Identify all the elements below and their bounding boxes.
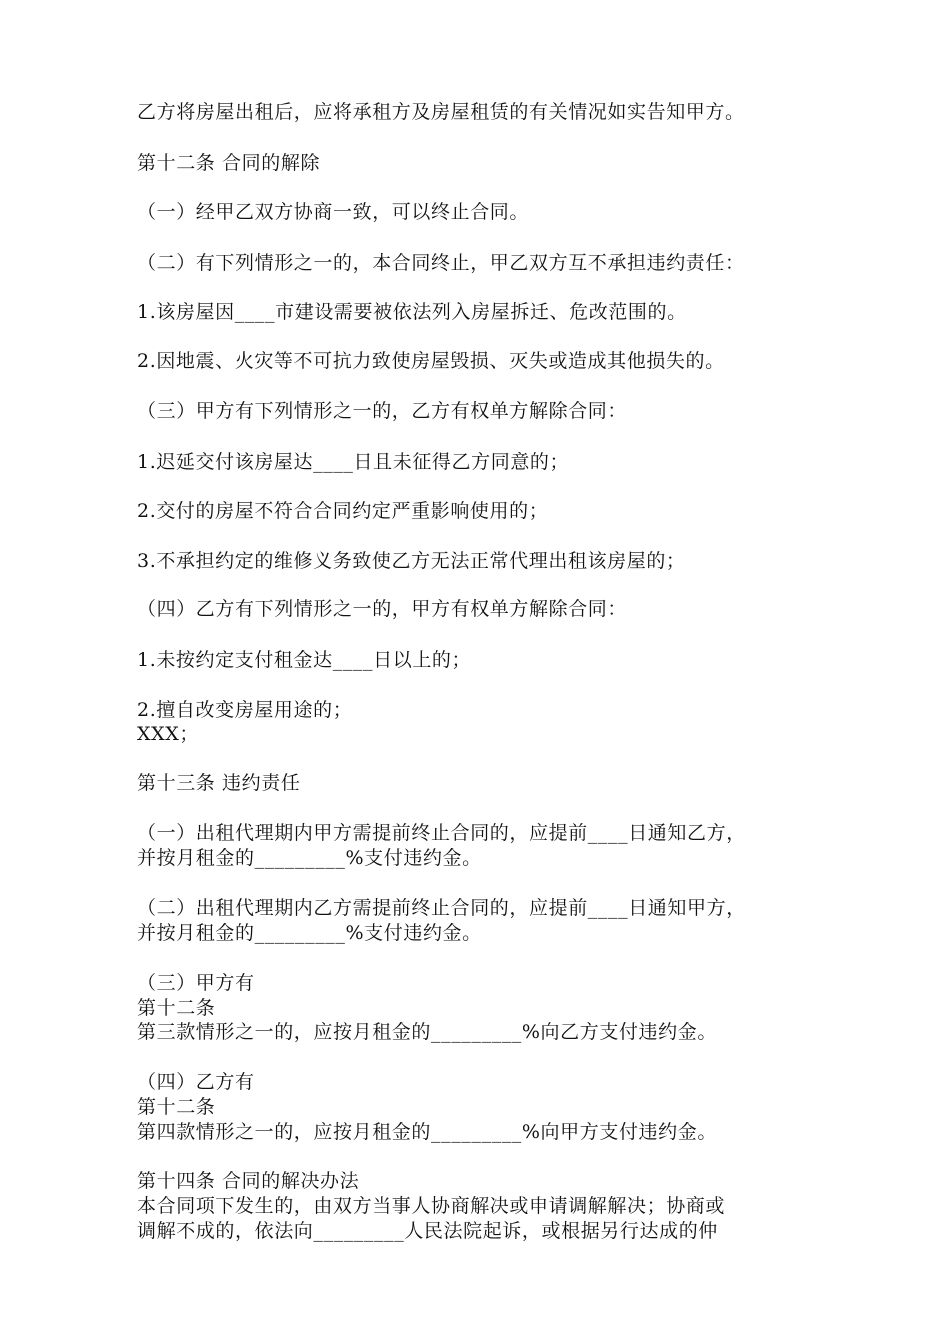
paragraph-line: （一）经甲乙双方协商一致，可以终止合同。 [137, 201, 530, 223]
list-item: 1.未按约定支付租金达____日以上的； [137, 649, 472, 671]
section-heading-12: 第十二条 合同的解除 [137, 152, 321, 174]
section-heading-14: 第十四条 合同的解决办法 [137, 1170, 360, 1192]
paragraph-line: 第十二条 [137, 1096, 216, 1118]
list-item: 1.该房屋因____市建设需要被依法列入房屋拆迁、危改范围的。 [137, 301, 687, 323]
list-item: 1.迟延交付该房屋达____日且未征得乙方同意的； [137, 451, 570, 473]
paragraph-line: XXX； [137, 723, 199, 745]
paragraph-line: （二）出租代理期内乙方需提前终止合同的，应提前____日通知甲方， [137, 897, 746, 919]
paragraph-line: （四）乙方有 [137, 1071, 255, 1093]
list-item: 2.因地震、火灾等不可抗力致使房屋毁损、灭失或造成其他损失的。 [137, 350, 725, 372]
list-item: 2.交付的房屋不符合合同约定严重影响使用的； [137, 500, 549, 522]
paragraph-line: 并按月租金的_________%支付违约金。 [137, 847, 482, 869]
paragraph-line: 第十二条 [137, 997, 216, 1019]
paragraph-line: 本合同项下发生的，由双方当事人协商解决或申请调解解决；协商或 [137, 1195, 726, 1217]
paragraph-line: 乙方将房屋出租后，应将承租方及房屋租赁的有关情况如实告知甲方。 [137, 101, 745, 123]
section-heading-13: 第十三条 违约责任 [137, 772, 301, 794]
list-item: 2.擅自改变房屋用途的； [137, 699, 353, 721]
paragraph-line: （一）出租代理期内甲方需提前终止合同的，应提前____日通知乙方， [137, 822, 746, 844]
paragraph-line: （二）有下列情形之一的，本合同终止，甲乙双方互不承担违约责任： [137, 252, 745, 274]
paragraph-line: 第三款情形之一的，应按月租金的_________%向乙方支付违约金。 [137, 1021, 717, 1043]
list-item: 3.不承担约定的维修义务致使乙方无法正常代理出租该房屋的； [137, 550, 686, 572]
paragraph-line: （三）甲方有 [137, 972, 255, 994]
paragraph-line: （四）乙方有下列情形之一的，甲方有权单方解除合同： [137, 598, 628, 620]
paragraph-line: 第四款情形之一的，应按月租金的_________%向甲方支付违约金。 [137, 1121, 717, 1143]
paragraph-line: （三）甲方有下列情形之一的，乙方有权单方解除合同： [137, 400, 628, 422]
paragraph-line: 并按月租金的_________%支付违约金。 [137, 922, 482, 944]
paragraph-line: 调解不成的，依法向_________人民法院起诉，或根据另行达成的仲 [137, 1220, 718, 1242]
